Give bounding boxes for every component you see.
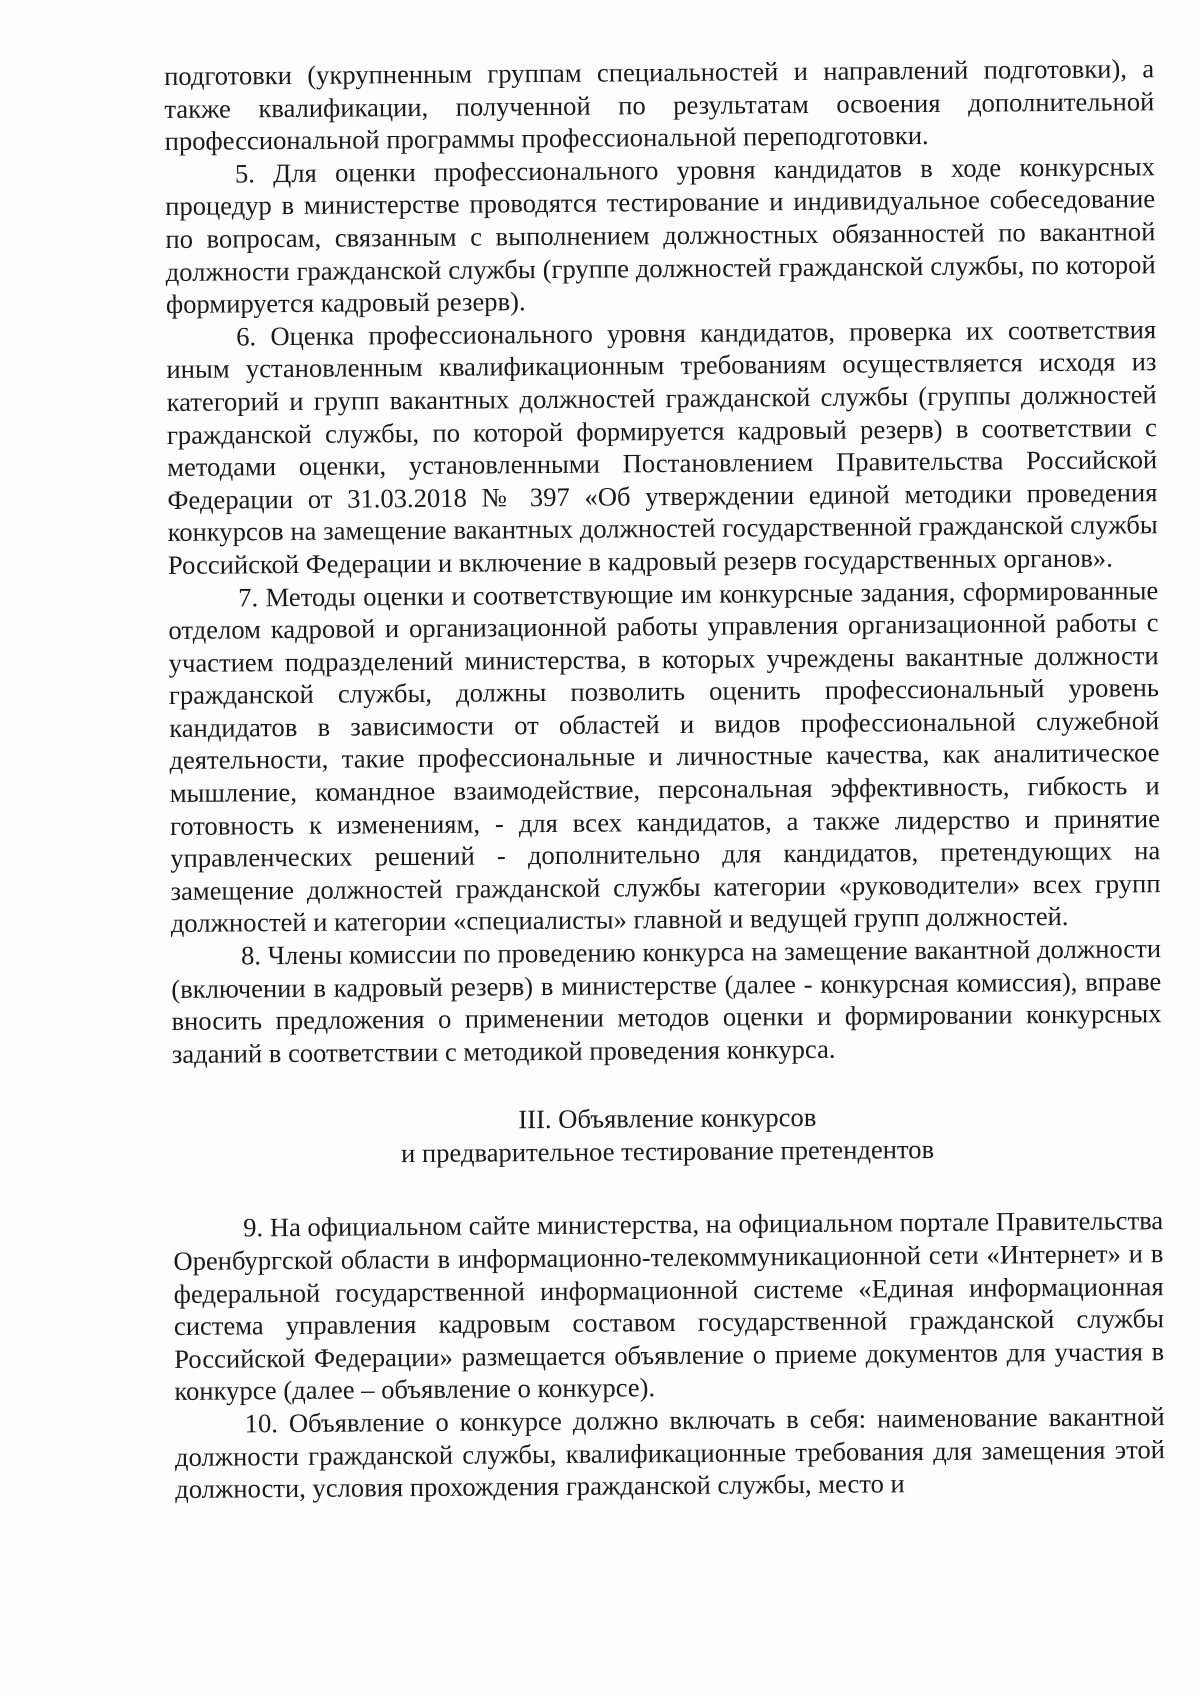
section-heading bbox=[172, 1099, 1162, 1173]
paragraph-9: 9. На официальном сайте министерства, на официальном портале Правительства Оренбургской области в информационно-телекоммуникационной сети «Интернет» и в федеральной государственной информационной системе «Единая информационная система управления кадровым составом государственной гражданской службы Российской Федерации» размещается объявление о приеме документов для участия в конкурсе (далее – объявление о конкурсе). bbox=[173, 1205, 1165, 1407]
document-body bbox=[164, 52, 1165, 1505]
paragraph-continuation: подготовки (укрупненным группам специальностей и направлений подготовки), а также квалификации, полученной по результатам освоения дополнительной профессиональной программы профессиональной переподготовки. bbox=[164, 53, 1155, 157]
paragraph-6: 6. Оценка профессионального уровня кандидатов, проверка их соответствия иным установленным квалификационным требованиям осуществляется исходя из категорий и групп вакантных должностей гражданской службы (группы должностей гражданской службы, по которой формируется кадровый резерв) в соответствии с методами оценки, установленными Постановлением Правительства Российской Федерации от 31.03.2018 № 397 «Об утверждении единой методики проведения конкурсов на замещение вакантных должностей государственной гражданской службы Российской Федерации и включение в кадровый резерв государственных органов». bbox=[166, 313, 1158, 580]
section-heading-line-1: III. Объявление конкурсов bbox=[518, 1102, 817, 1135]
paragraph-7: 7. Методы оценки и соответствующие им конкурсные задания, сформированные отделом кадровой и организационной работы управления организационной работы с участием подразделений министерства, в которых учреждены вакантные должности гражданской службы, должны позволить оценить профессиональный уровень кандидатов в зависимости от областей и видов профессиональной служебной деятельности, такие профессиональные и личностные качества, как аналитическое мышление, командное взаимодействие, персональная эффективность, гибкость и готовность к изменениям, - для всех кандидатов, а также лидерство и принятие управленческих решений - дополнительно для кандидатов, претендующих на замещение должностей гражданской службы категории «руководители» всех групп должностей и категории «специалисты» главной и ведущей групп должностей. bbox=[168, 574, 1161, 939]
section-heading-line-2: и предварительное тестирование претендентов bbox=[400, 1134, 935, 1169]
paragraph-8: 8. Члены комиссии по проведению конкурса на замещение вакантной должности (включении в кадровый резерв) в министерстве (далее - конкурсная комиссия), вправе вносить предложения о применении методов оценки и формировании конкурсных заданий в соответствии с методикой проведения конкурса. bbox=[171, 933, 1162, 1069]
paragraph-10: 10. Объявление о конкурсе должно включать в себя: наименование вакантной должности гражданской службы, квалификационные требования для замещения этой должности, условия прохождения гражданской службы, место и bbox=[174, 1401, 1166, 1505]
paragraph-5: 5. Для оценки профессионального уровня кандидатов в ходе конкурсных процедур в министерстве проводятся тестирование и индивидуальное собеседование по вопросам, связанным с выполнением должностных обязанностей по вакантной должности гражданской службы (группе должностей гражданской службы, по которой формируется кадровый резерв). bbox=[165, 151, 1156, 320]
